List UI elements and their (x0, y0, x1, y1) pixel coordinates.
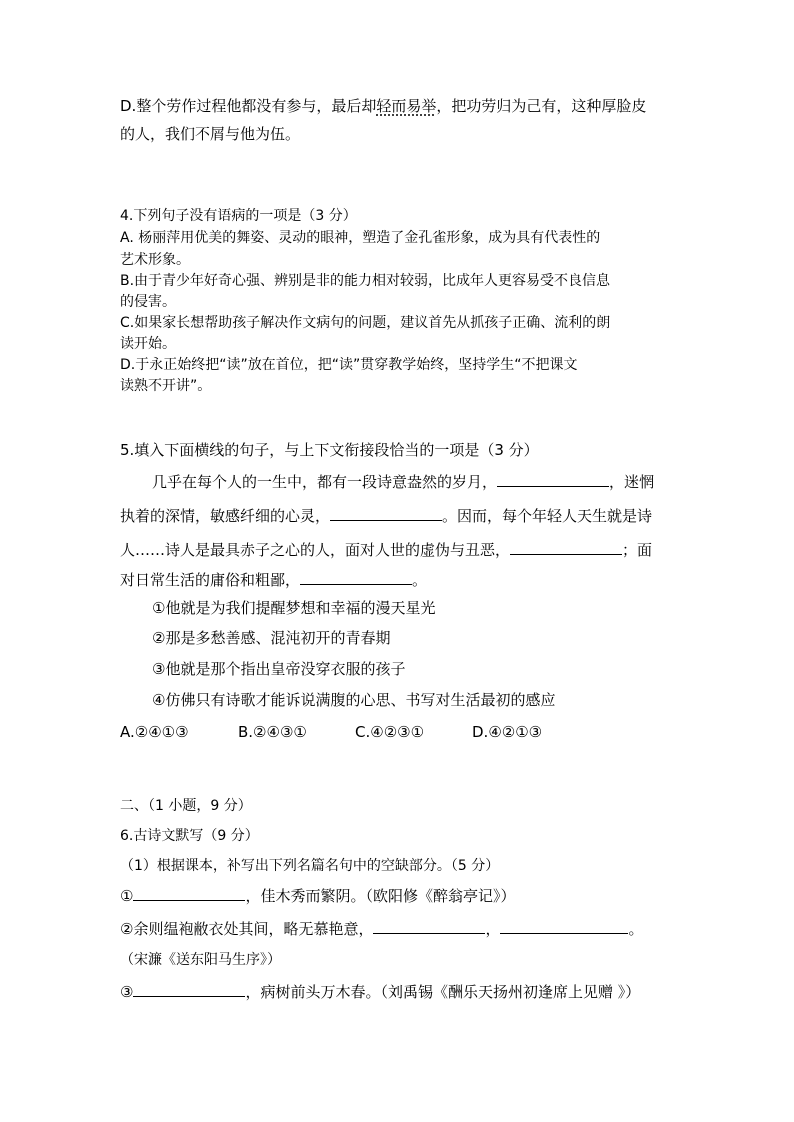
q5-paragraph-line2 (120, 506, 652, 526)
q3-option-d-line2: 的人，我们不屑与他为伍。 (120, 125, 301, 143)
section-heading: 二、（1 小题，9 分） (120, 798, 252, 814)
q4-line: 读开始。 (120, 336, 176, 352)
q4-line: C.如果家长想帮助孩子解决作文病句的问题，建议首先从抓孩子正确、流利的朗 (120, 315, 611, 331)
q5-option-d: D.④②①③ (472, 723, 543, 741)
q5-stem: 5.填入下面横线的句子，与上下文衔接段恰当的一项是（3 分） (120, 441, 539, 459)
item-number: ③ (120, 983, 134, 1001)
q3-d-post: ，把功劳归为己有，这种厚脸皮 (436, 97, 647, 115)
q3-d-dotted-word: 轻而易举 (376, 97, 437, 115)
q5-option-c: C.④②③① (355, 723, 425, 741)
q4-stem: 4.下列句子没有语病的一项是（3 分） (120, 208, 357, 224)
q5-text: 几乎在每个人的一生中，都有一段诗意盎然的岁月， (152, 473, 498, 491)
q5-text: 。 (412, 571, 428, 589)
q5-text: 执着的深情，敏感纤细的心灵， (120, 507, 331, 525)
fill-blank (300, 570, 412, 585)
q6-stem: 6.古诗文默写（9 分） (120, 828, 259, 844)
fill-blank (133, 886, 245, 901)
q5-item: ④仿佛只有诗歌才能诉说满腹的心思、书写对生活最初的感应 (152, 691, 556, 709)
fill-blank (133, 982, 245, 997)
q6-text: 。 (628, 920, 644, 938)
q6-line2 (120, 919, 644, 939)
q4-line: A. 杨丽萍用优美的舞姿、灵动的眼神，塑造了金孔雀形象，成为具有代表性的 (120, 230, 601, 246)
q5-text: ；面 (622, 541, 653, 559)
q6-line2-source: （宋濂《送东阳马生序》） (120, 952, 281, 968)
q6-sub1: （1）根据课本，补写出下列名篇名句中的空缺部分。（5 分） (120, 858, 500, 874)
q6-text: 余则缊袍敝衣处其间，略无慕艳意， (133, 920, 374, 938)
q4-line: 的侵害。 (120, 294, 176, 310)
q5-text: 人……诗人是最具赤子之心的人，面对人世的虚伪与丑恶， (120, 541, 511, 559)
q4-line: 艺术形象。 (120, 252, 190, 268)
q5-text: 对日常生活的庸俗和粗鄙， (120, 571, 301, 589)
fill-blank (497, 472, 609, 487)
q5-item: ②那是多愁善感、混沌初开的青春期 (152, 629, 391, 647)
fill-blank (510, 540, 622, 555)
q3-option-d-line1 (120, 96, 646, 116)
q4-line: B.由于青少年好奇心强、辨别是非的能力相对较弱，比成年人更容易受不良信息 (120, 273, 611, 289)
fill-blank (500, 919, 628, 934)
item-number: ① (120, 887, 134, 905)
q5-paragraph-line1 (152, 472, 654, 492)
q5-item: ①他就是为我们提醒梦想和幸福的漫天星光 (152, 599, 436, 617)
q5-text: ，迷惘 (609, 473, 655, 491)
q6-text: ，病树前头万木春。（刘禹锡《酬乐天扬州初逢席上见赠 》） (245, 983, 641, 1001)
q5-option-a: A.②④①③ (120, 723, 189, 741)
q5-paragraph-line4 (120, 570, 427, 590)
q3-d-pre: D.整个劳作过程他都没有参与，最后却 (120, 97, 377, 115)
q5-item: ③他就是那个指出皇帝没穿衣服的孩子 (152, 660, 406, 678)
q5-option-b: B.②④③① (238, 723, 307, 741)
q6-text: ， (485, 920, 501, 938)
fill-blank (330, 506, 442, 521)
q4-line: 读熟不开讲”。 (120, 378, 212, 394)
q5-paragraph-line3 (120, 540, 652, 560)
fill-blank (373, 919, 485, 934)
q4-line: D.于永正始终把“读”放在首位，把“读”贯穿教学始终，坚持学生“不把课文 (120, 357, 578, 373)
q5-text: 。因而，每个年轻人天生就是诗 (442, 507, 653, 525)
q6-text: ，佳木秀而繁阴。（欧阳修《醉翁亭记》） (245, 887, 516, 905)
q6-line1 (120, 886, 515, 906)
q6-line3 (120, 982, 640, 1002)
item-number: ② (120, 920, 134, 938)
